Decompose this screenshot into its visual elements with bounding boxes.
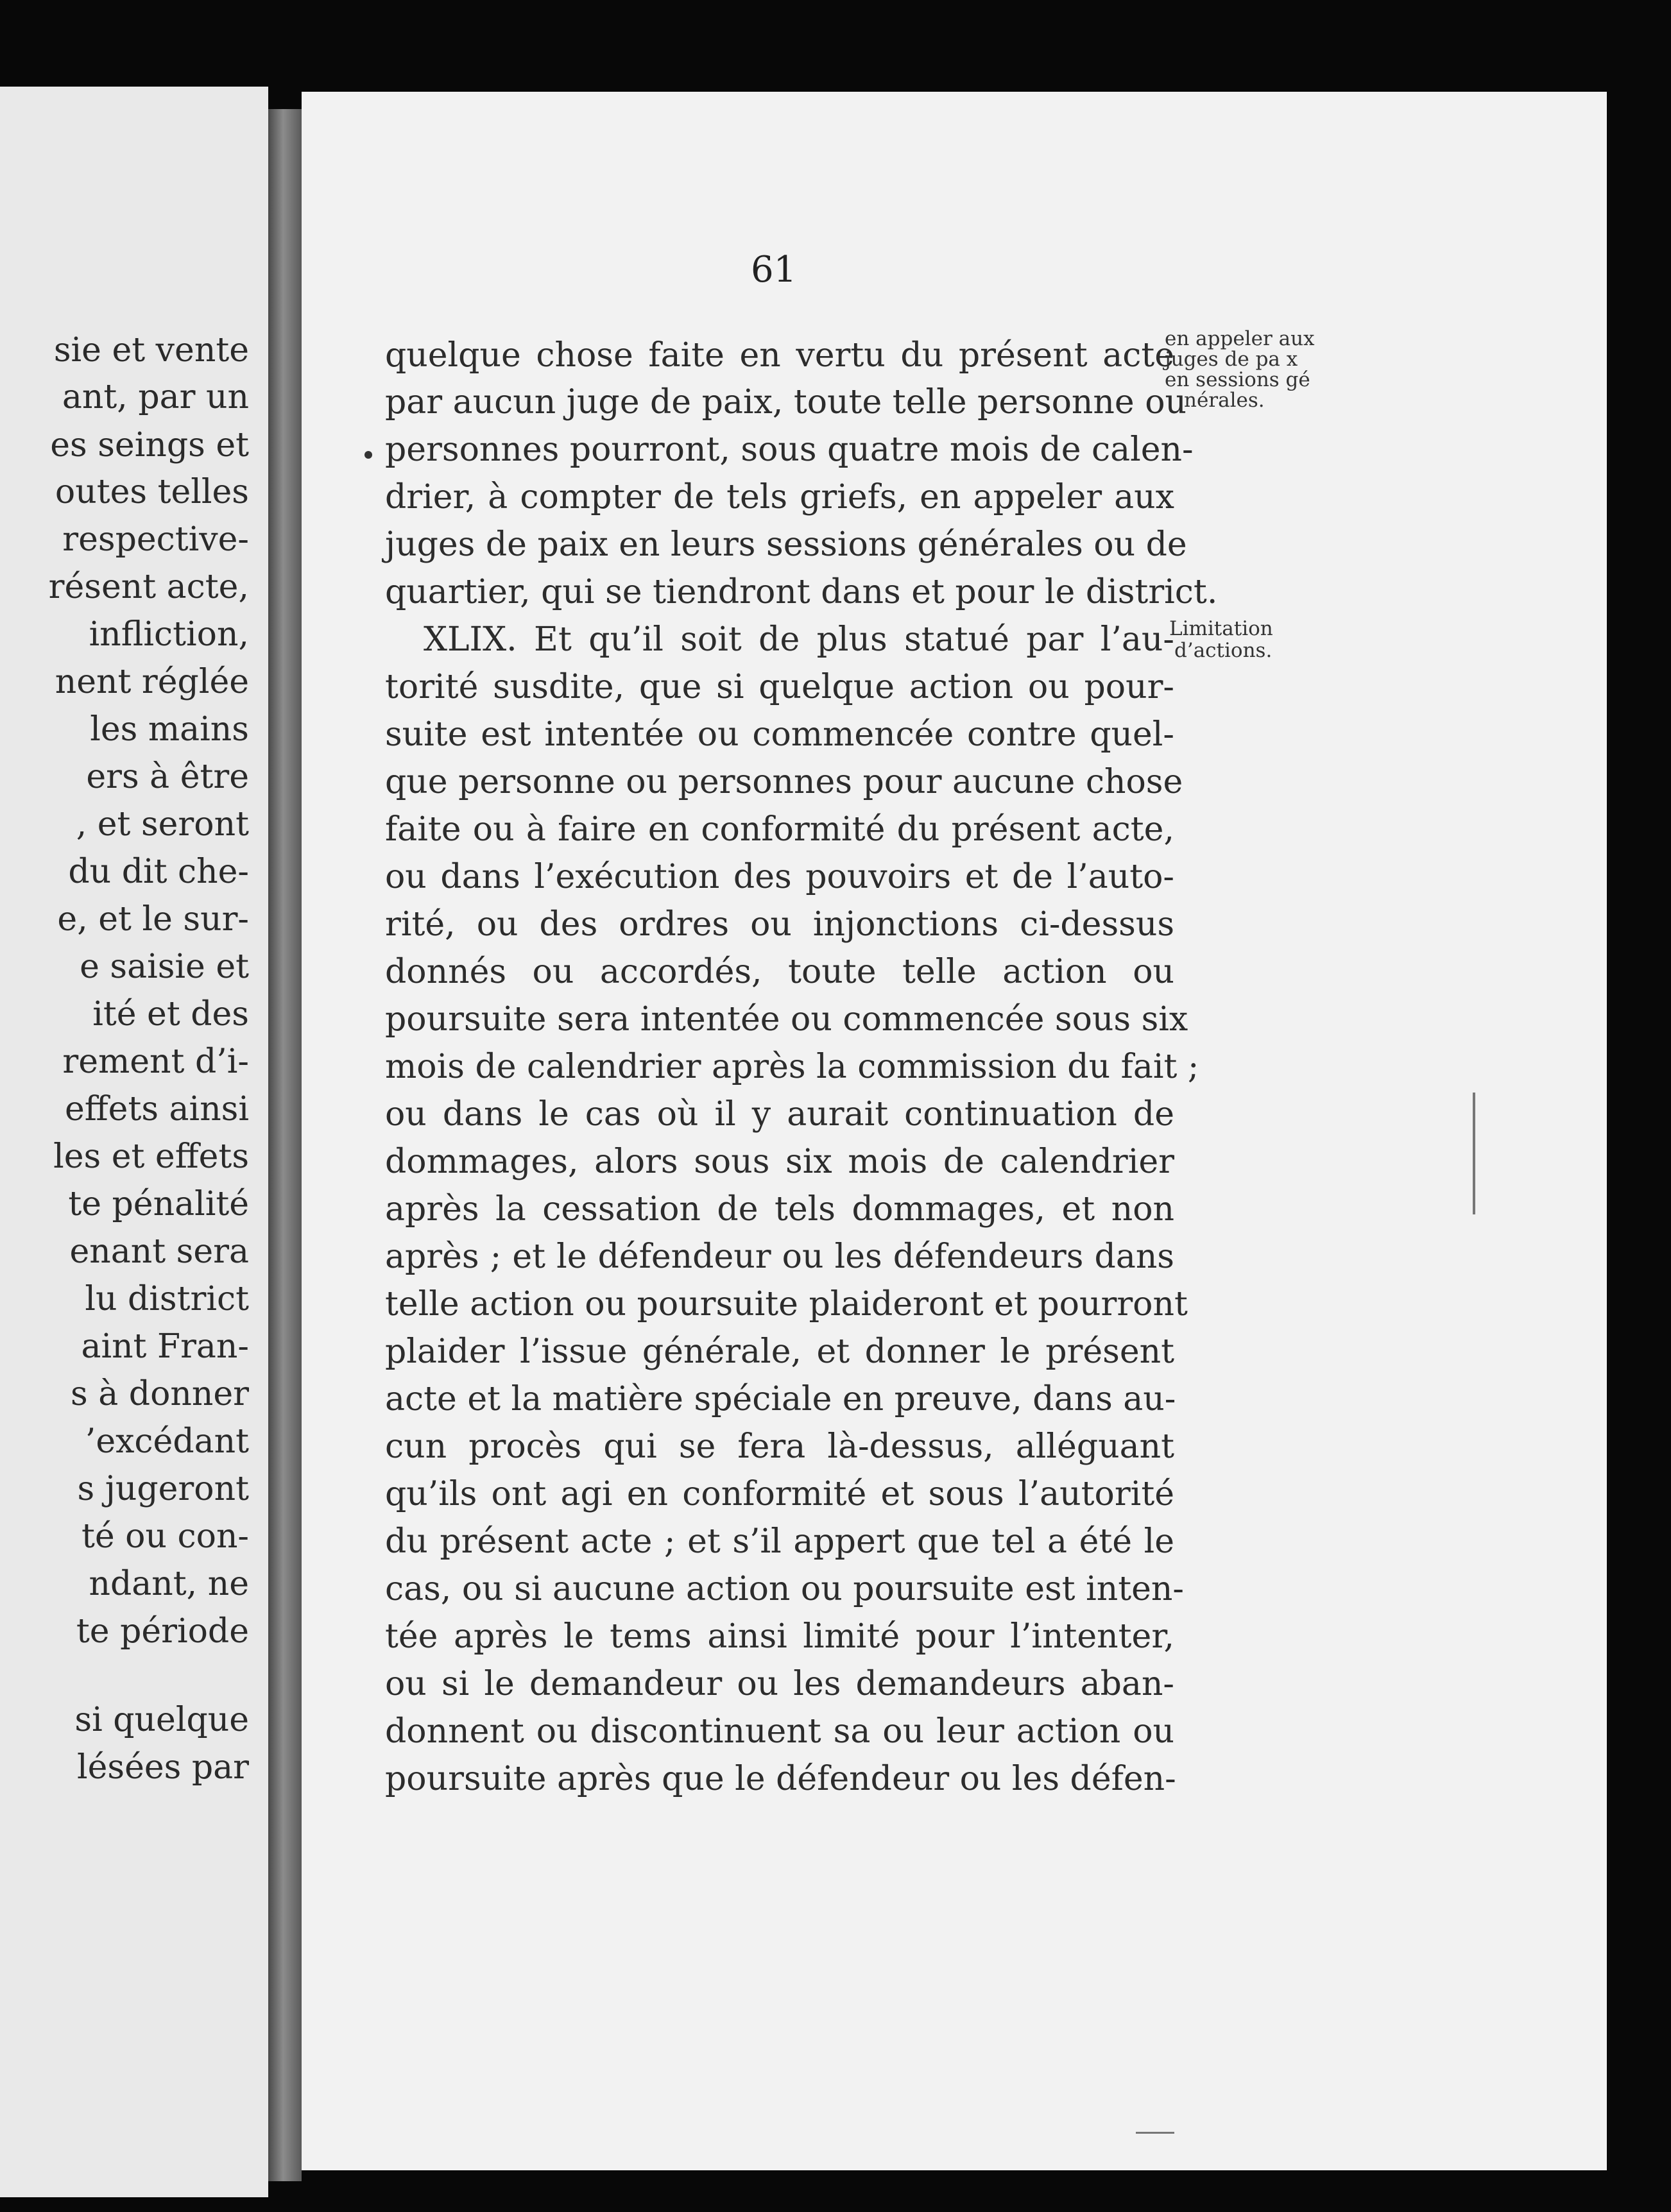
body-line: donnés ou accordés, toute telle action ou <box>385 953 1174 991</box>
body-line: ou si le demandeur ou les demandeurs aban- <box>385 1665 1174 1703</box>
margin-note-line: d’actions. <box>1174 639 1273 662</box>
left-page-line: sie et vente <box>53 331 249 370</box>
margin-note-line: Limitation <box>1169 617 1273 640</box>
left-page-line: te pénalité <box>68 1185 249 1223</box>
left-page-line: nent réglée <box>55 663 249 701</box>
left-page-line: du dit che- <box>68 853 249 891</box>
left-page-line: aint Fran- <box>81 1327 249 1366</box>
body-line: cun procès qui se fera là-dessus, alléguant <box>385 1427 1174 1466</box>
left-page-line: ’excédant <box>85 1422 249 1461</box>
left-page-line: s jugeront <box>77 1470 249 1508</box>
margin-note-line: juges de pa x <box>1165 348 1298 371</box>
body-line: par aucun juge de paix, toute telle personne ou <box>385 383 1187 421</box>
body-line: qu’ils ont agi en conformité et sous l’autorité <box>385 1475 1174 1513</box>
body-line: faite ou à faire en conformité du présent acte, <box>385 810 1174 849</box>
left-page-line: les et effets <box>53 1137 249 1176</box>
body-line: poursuite sera intentée ou commencée sous six <box>385 1000 1188 1039</box>
body-line: tée après le tems ainsi limité pour l’intenter, <box>385 1617 1174 1656</box>
page-blemish <box>1473 1093 1475 1214</box>
body-line: donnent ou discontinuent sa ou leur action ou <box>385 1712 1174 1751</box>
bullet-mark <box>364 451 372 459</box>
left-page-line: outes telles <box>55 473 249 511</box>
left-page-line: te période <box>76 1612 249 1651</box>
body-line: plaider l’issue générale, et donner le présent <box>385 1332 1174 1371</box>
left-page-line: si quelque <box>74 1701 249 1739</box>
body-line: rité, ou des ordres ou injonctions ci-dessus <box>385 905 1174 944</box>
left-page-line: résent acte, <box>48 568 249 606</box>
body-line: poursuite après que le défendeur ou les défen- <box>385 1760 1176 1798</box>
left-page-line: es seings et <box>50 426 249 464</box>
page-blemish <box>1136 2132 1174 2134</box>
body-line: après ; et le défendeur ou les défendeurs dans <box>385 1238 1174 1276</box>
margin-note-line: en sessions gé <box>1165 368 1310 391</box>
body-line: mois de calendrier après la commission du fait ; <box>385 1048 1199 1086</box>
section-heading-line: XLIX. Et qu’il soit de plus statué par l’au- <box>424 620 1174 659</box>
body-line: du présent acte ; et s’il appert que tel a été le <box>385 1522 1174 1561</box>
left-page-line: ant, par un <box>62 378 249 416</box>
body-line: telle action ou poursuite plaideront et pourront <box>385 1285 1188 1323</box>
left-page-line: e saisie et <box>80 948 249 986</box>
left-page-line: respective- <box>62 520 249 559</box>
left-page-line: effets ainsi <box>64 1090 249 1128</box>
body-line: juges de paix en leurs sessions générales ou de <box>385 525 1187 564</box>
right-page <box>302 92 1607 2170</box>
left-page-line: , et seront <box>76 805 249 844</box>
body-line: drier, à compter de tels griefs, en appeler aux <box>385 478 1174 516</box>
page-number: 61 <box>751 249 797 291</box>
left-page-line: enant sera <box>69 1232 249 1271</box>
left-page-line: infliction, <box>89 615 249 654</box>
body-line: torité susdite, que si quelque action ou pour- <box>385 668 1174 706</box>
body-line: ou dans le cas où il y aurait continuation de <box>385 1095 1174 1134</box>
book-gutter <box>268 109 302 2181</box>
left-page-line: ndant, ne <box>89 1565 249 1603</box>
left-page-line: lu district <box>85 1280 249 1318</box>
left-page-line: ité et des <box>92 995 249 1034</box>
body-line: dommages, alors sous six mois de calendrier <box>385 1143 1174 1181</box>
body-line: acte et la matière spéciale en preuve, dans au- <box>385 1380 1176 1418</box>
body-line: personnes pourront, sous quatre mois de calen- <box>385 430 1194 469</box>
left-page-line: les mains <box>90 710 249 749</box>
body-line: que personne ou personnes pour aucune chose <box>385 763 1183 801</box>
margin-note-line: nérales. <box>1184 389 1265 412</box>
body-line: cas, ou si aucune action ou poursuite est inten- <box>385 1570 1184 1608</box>
left-page-line: e, et le sur- <box>57 900 249 939</box>
left-page-line: s à donner <box>71 1375 249 1413</box>
left-page <box>0 87 268 2197</box>
left-page-line: rement d’i- <box>62 1042 249 1081</box>
left-page-line: té ou con- <box>81 1517 249 1556</box>
body-line: quelque chose faite en vertu du présent acte <box>385 336 1174 375</box>
body-line: suite est intentée ou commencée contre quel- <box>385 715 1174 754</box>
body-line: ou dans l’exécution des pouvoirs et de l’auto- <box>385 858 1174 896</box>
left-page-line: ers à être <box>86 758 249 796</box>
margin-note-line: en appeler aux <box>1165 327 1315 350</box>
body-line: quartier, qui se tiendront dans et pour le district. <box>385 573 1218 611</box>
left-page-line: lésées par <box>77 1748 249 1787</box>
body-line: après la cessation de tels dommages, et non <box>385 1190 1174 1229</box>
